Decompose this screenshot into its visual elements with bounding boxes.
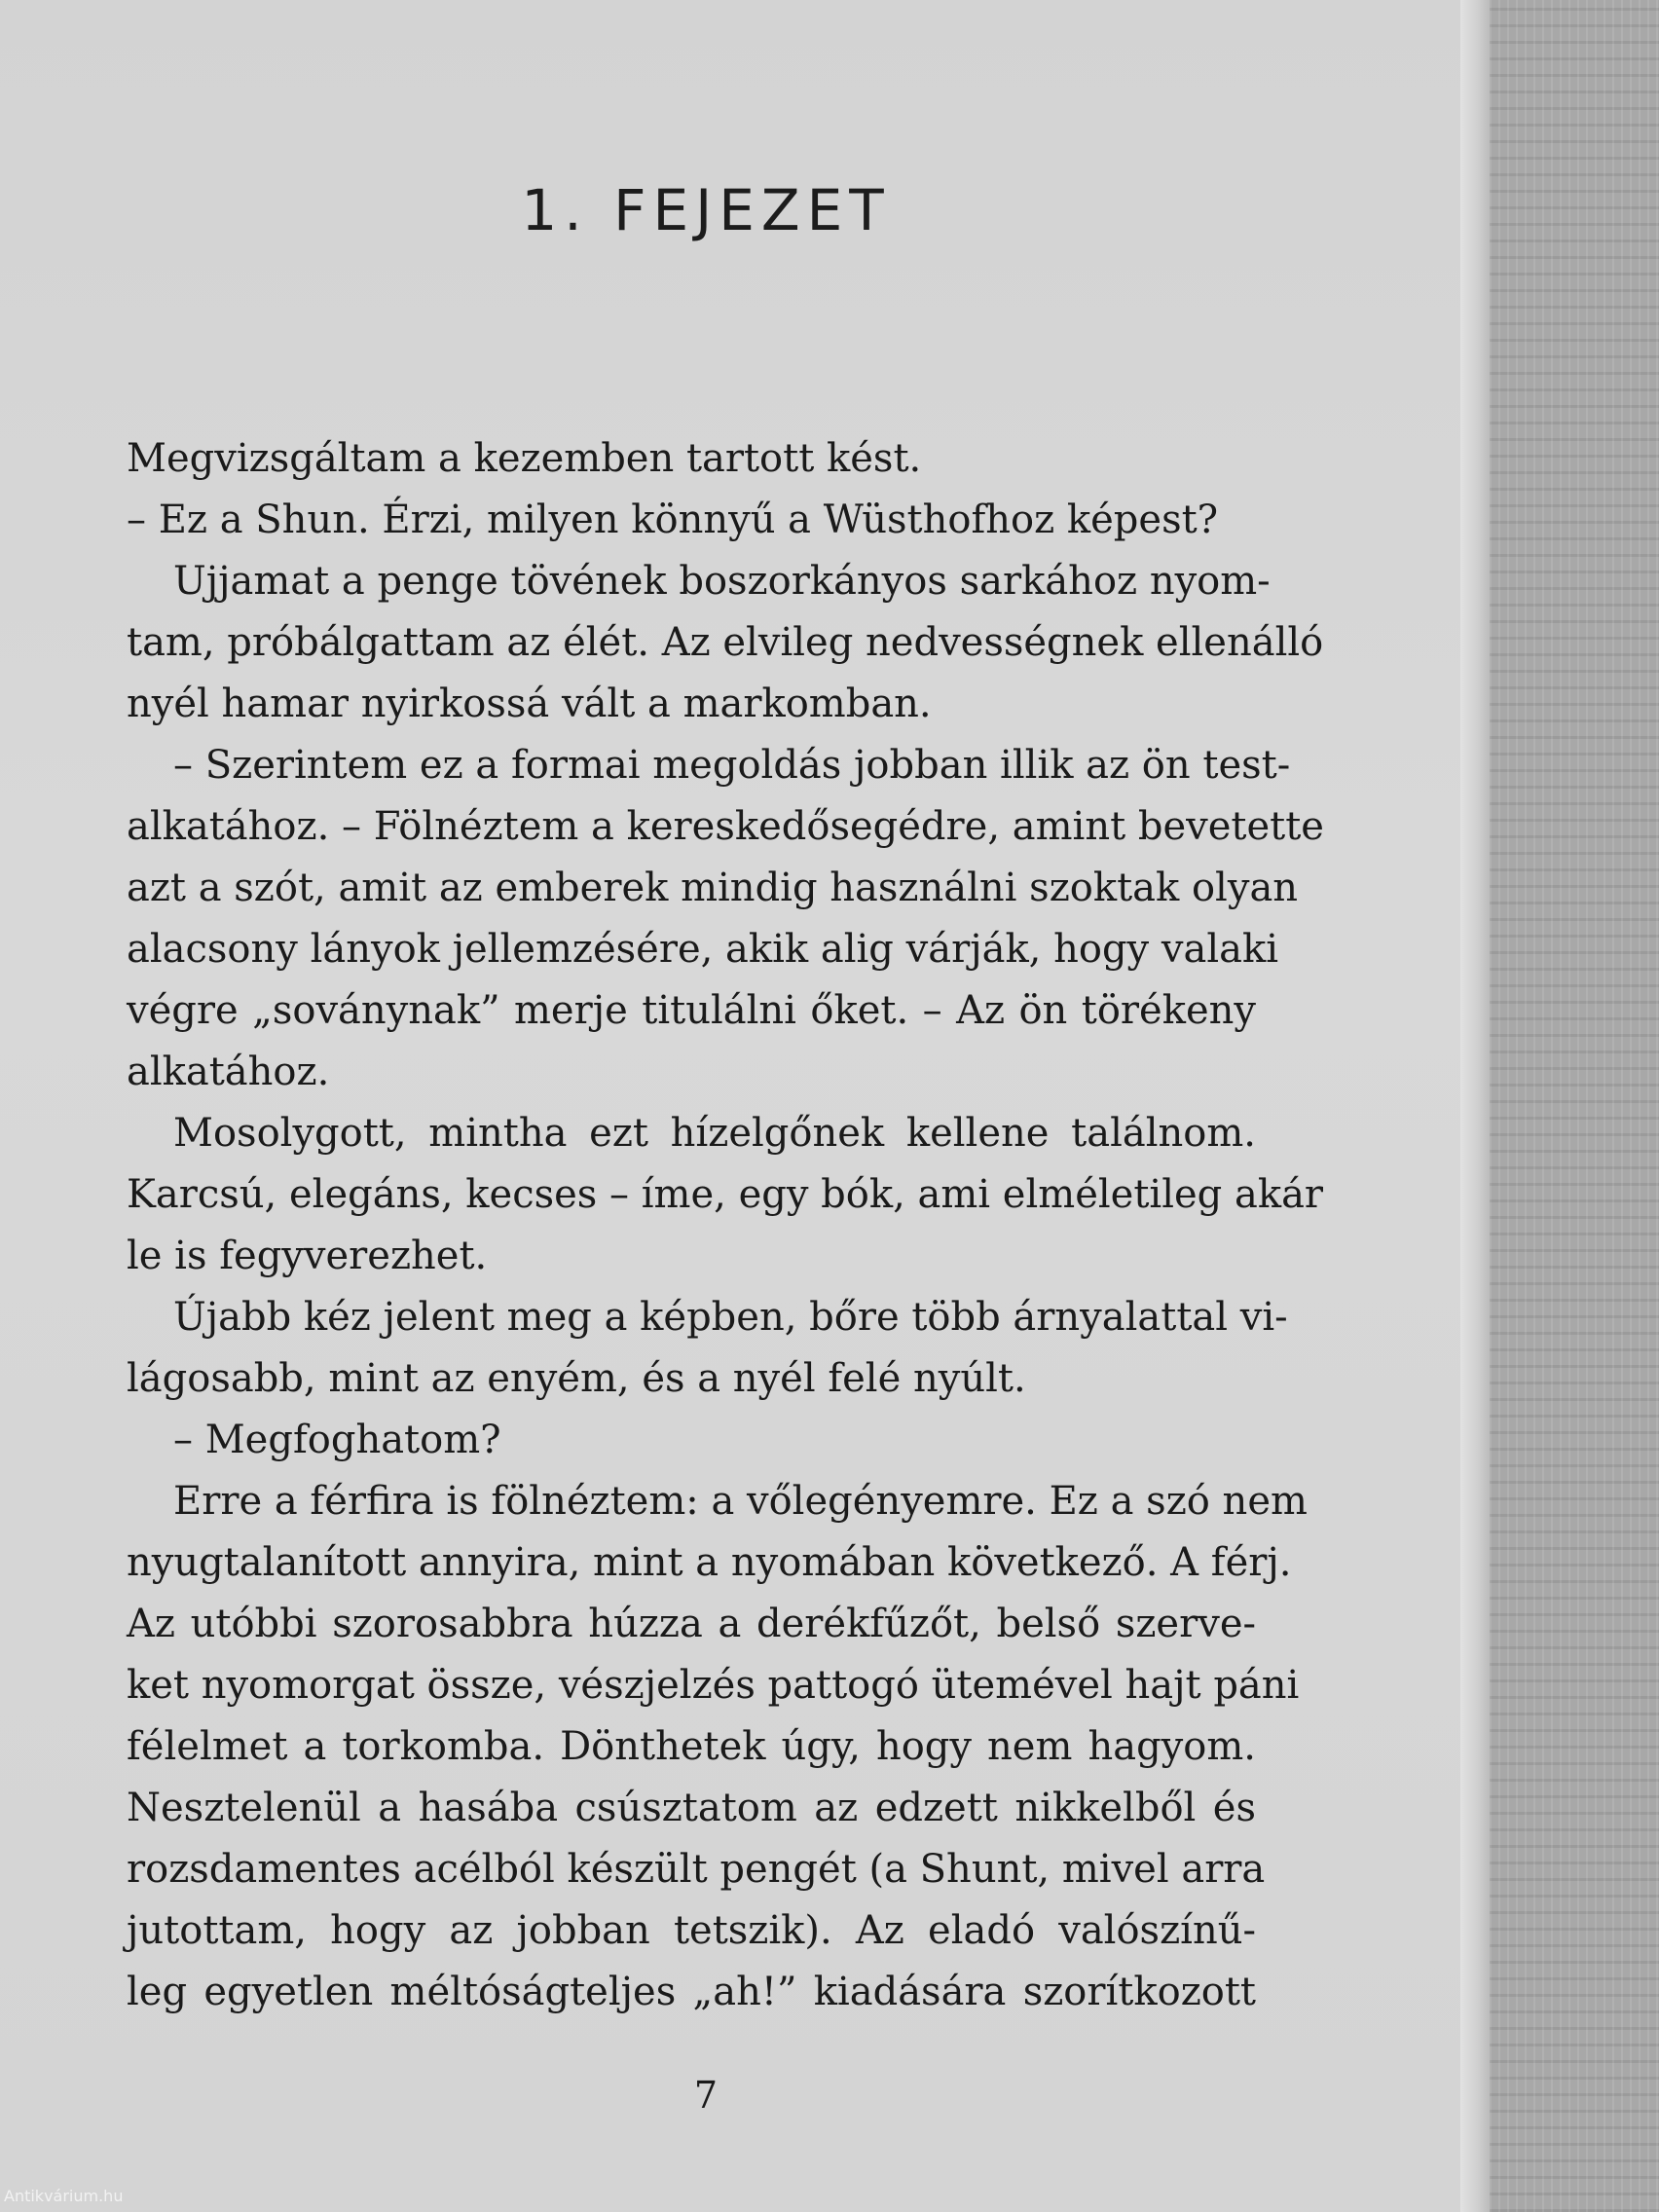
text-line: alkatához. <box>127 1050 330 1094</box>
text-line: – Megfoghatom? <box>173 1418 501 1462</box>
text-line: azt a szót, amit az emberek mindig használni szoktak olyan <box>127 866 1299 910</box>
text-line: végre „soványnak” merje titulálni őket. – Az ön törékeny <box>127 988 1256 1033</box>
text-line: Karcsú, elegáns, kecses – íme, egy bók, ami elméletileg akár <box>127 1172 1324 1217</box>
page-number: 7 <box>693 2074 719 2117</box>
text-line: alacsony lányok jellemzésére, akik alig várják, hogy valaki <box>127 927 1278 972</box>
text-line: jutottam, hogy az jobban tetszik). Az eladó valószínű- <box>127 1908 1256 1953</box>
watermark: Antikvárium.hu <box>4 2187 124 2205</box>
text-line: le is fegyverezhet. <box>127 1234 488 1278</box>
page-edge <box>1460 0 1490 2212</box>
chapter-body-text <box>127 428 1324 2023</box>
text-line: Mosolygott, mintha ezt hízelgőnek kellene találnom. <box>173 1111 1256 1156</box>
text-line: ket nyomorgat össze, vészjelzés pattogó ütemével hajt páni <box>127 1663 1300 1708</box>
text-line: Újabb kéz jelent meg a képben, bőre több árnyalattal vi- <box>173 1295 1288 1340</box>
text-line: lágosabb, mint az enyém, és a nyél felé nyúlt. <box>127 1356 1026 1401</box>
text-line: Nesztelenül a hasába csúsztatom az edzett nikkelből és <box>127 1786 1256 1830</box>
text-line: nyugtalanított annyira, mint a nyomában következő. A férj. <box>127 1540 1292 1585</box>
text-line: tam, próbálgattam az élét. Az elvileg nedvességnek ellenálló <box>127 620 1324 665</box>
background-surface <box>1490 0 1659 2212</box>
text-line: Ujjamat a penge tövének boszorkányos sarkához nyom- <box>173 559 1271 604</box>
text-line: alkatához. – Fölnéztem a kereskedősegédre, amint bevetette <box>127 804 1324 849</box>
text-line: – Szerintem ez a formai megoldás jobban illik az ön test- <box>173 743 1291 788</box>
text-line: – Ez a Shun. Érzi, milyen könnyű a Wüsthofhoz képest? <box>127 498 1219 542</box>
text-line: leg egyetlen méltóságteljes „ah!” kiadására szorítkozott <box>127 1970 1256 2014</box>
text-line: Erre a férfira is fölnéztem: a vőlegényemre. Ez a szó nem <box>173 1479 1308 1524</box>
text-line: Megvizsgáltam a kezemben tartott kést. <box>127 436 922 481</box>
text-line: Az utóbbi szorosabbra húzza a derékfűzőt, belső szerve- <box>127 1602 1256 1646</box>
text-line: nyél hamar nyirkossá vált a markomban. <box>127 682 932 726</box>
text-line: rozsdamentes acélból készült pengét (a Shunt, mivel arra <box>127 1847 1266 1892</box>
chapter-title: 1. FEJEZET <box>521 177 891 243</box>
text-line: félelmet a torkomba. Dönthetek úgy, hogy nem hagyom. <box>127 1724 1256 1769</box>
